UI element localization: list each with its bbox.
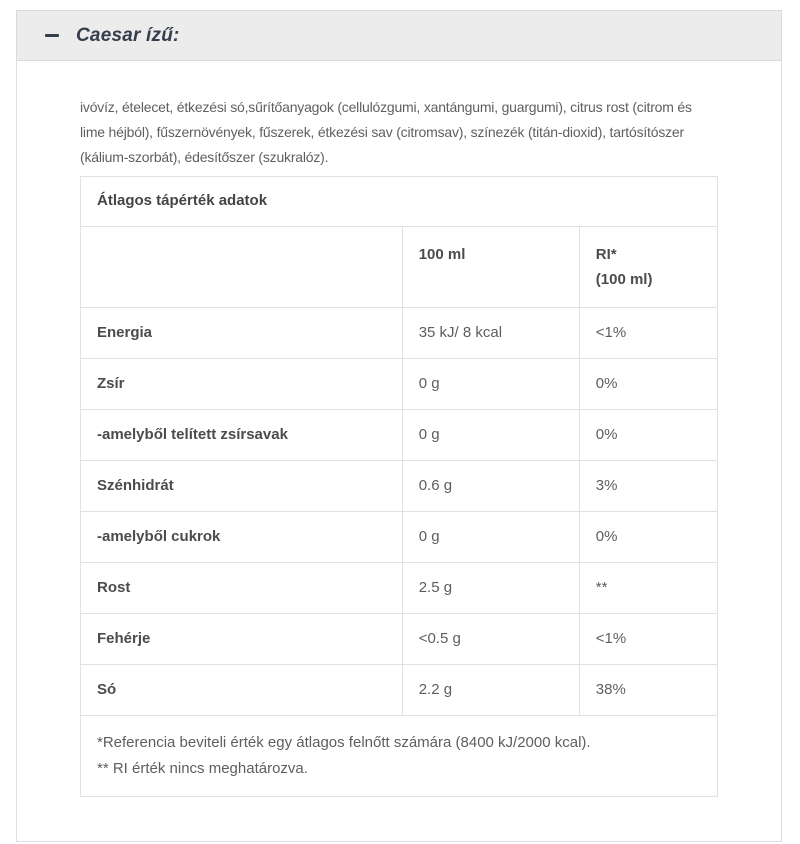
nutrient-amount: 0.6 g — [402, 461, 579, 512]
table-row — [81, 410, 718, 461]
nutrient-label: Zsír — [81, 359, 403, 410]
nutrient-ri: <1% — [579, 614, 717, 665]
nutrient-ri: 38% — [579, 665, 717, 716]
nutrient-amount: 0 g — [402, 512, 579, 563]
nutrition-table — [80, 176, 718, 797]
accordion-header[interactable] — [16, 10, 782, 61]
nutrient-ri: 0% — [579, 512, 717, 563]
table-title-row — [81, 177, 718, 227]
footnote-ri: ** RI érték nincs meghatározva. — [97, 760, 308, 777]
column-header-amount: 100 ml — [402, 227, 579, 308]
table-row — [81, 359, 718, 410]
nutrient-ri: 0% — [579, 359, 717, 410]
nutrient-ri: <1% — [579, 308, 717, 359]
accordion-title: Caesar ízű: — [76, 24, 180, 46]
nutrient-amount: 0 g — [402, 410, 579, 461]
nutrient-label: Só — [81, 665, 403, 716]
table-header-row — [81, 227, 718, 308]
nutrient-label: -amelyből telített zsírsavak — [81, 410, 403, 461]
table-row — [81, 614, 718, 665]
table-row — [81, 308, 718, 359]
table-row — [81, 665, 718, 716]
column-header-ri-line1: RI* — [595, 246, 617, 263]
table-title: Átlagos tápérték adatok — [81, 177, 718, 227]
nutrient-label: Szénhidrát — [81, 461, 403, 512]
nutrient-amount: 35 kJ/ 8 kcal — [402, 308, 579, 359]
column-header-ri-line2: (100 ml) — [595, 271, 653, 288]
column-header-ri — [579, 227, 717, 308]
nutrient-label: Fehérje — [81, 614, 403, 665]
nutrition-rows — [81, 308, 718, 716]
nutrient-amount: 2.5 g — [402, 563, 579, 614]
nutrient-amount: 0 g — [402, 359, 579, 410]
footnote-cell — [81, 716, 718, 797]
nutrient-label: Rost — [81, 563, 403, 614]
footnote-row — [81, 716, 718, 797]
nutrient-amount: <0.5 g — [402, 614, 579, 665]
ingredients-paragraph: ivóvíz, ételecet, étkezési só,sűrítőanyagok (cellulózgumi, xantángumi, guargumi), citrus rost (citrom és lime héjból), fűszernövények, fűszerek, étkezési sav (citromsav), színezék (titán-dioxid), tartósítószer (kálium-szorbát), édesítőszer (szukralóz). — [80, 99, 692, 165]
nutrient-label: -amelyből cukrok — [81, 512, 403, 563]
footnote-reference: *Referencia beviteli érték egy átlagos felnőtt számára (8400 kJ/2000 kcal). — [97, 734, 591, 751]
collapse-minus-icon[interactable] — [45, 34, 59, 37]
nutrient-label: Energia — [81, 308, 403, 359]
table-row — [81, 512, 718, 563]
table-row — [81, 563, 718, 614]
nutrient-ri: 3% — [579, 461, 717, 512]
nutrient-ri: 0% — [579, 410, 717, 461]
accordion-section — [16, 10, 782, 842]
column-header-empty — [81, 227, 403, 308]
nutrient-amount: 2.2 g — [402, 665, 579, 716]
nutrient-ri: ** — [579, 563, 717, 614]
table-row — [81, 461, 718, 512]
accordion-body — [16, 61, 782, 842]
